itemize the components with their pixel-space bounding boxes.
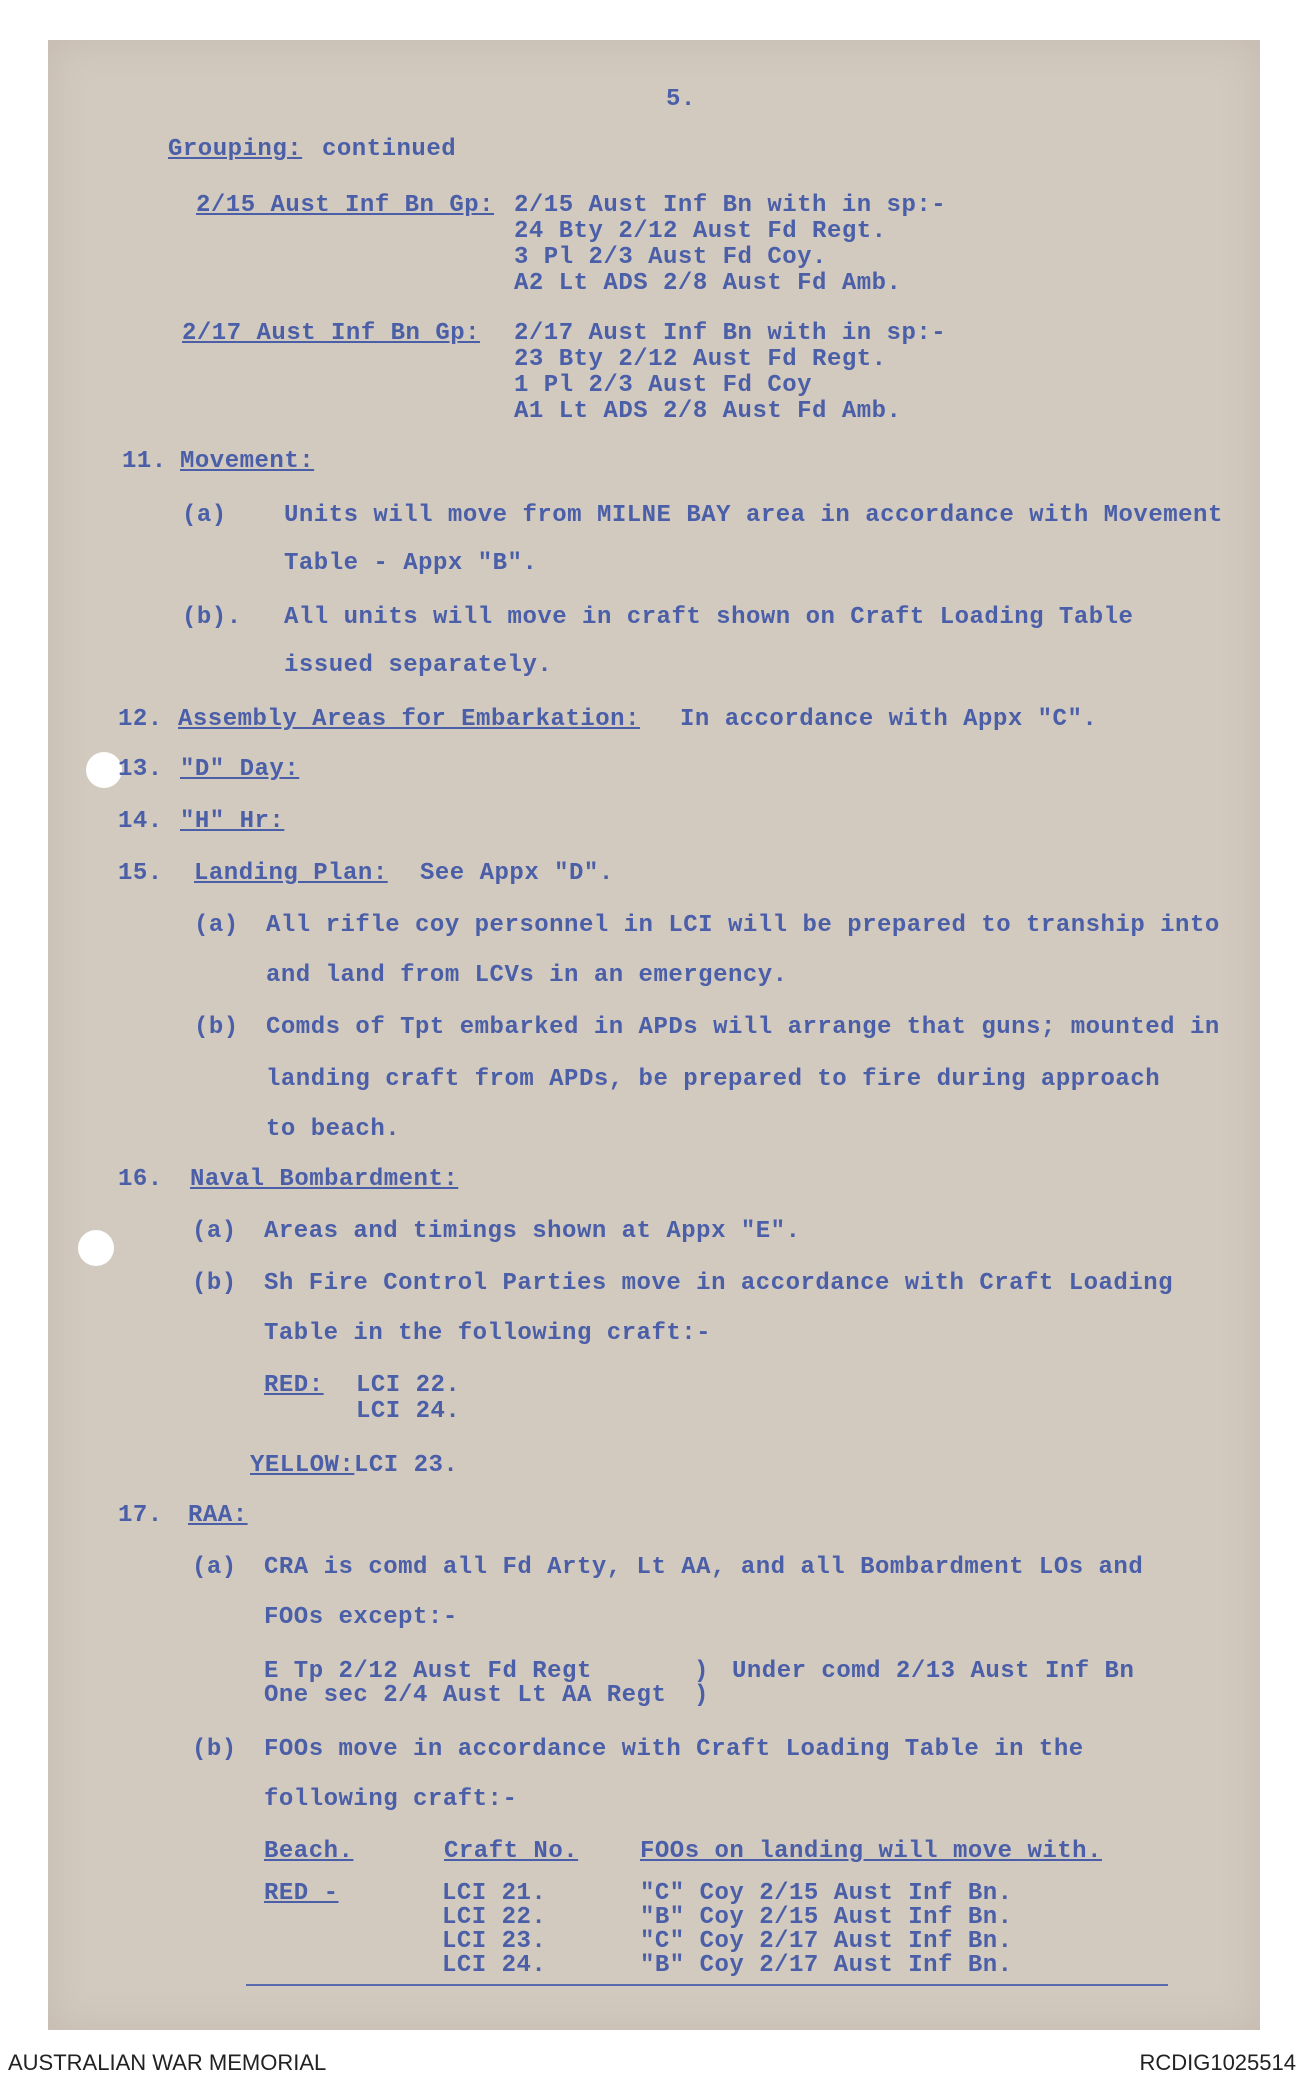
group-line: A2 Lt ADS 2/8 Aust Fd Amb. xyxy=(514,270,902,297)
item-text: All rifle coy personnel in LCI will be prepared to tranship into xyxy=(266,912,1220,939)
section-number: 13. xyxy=(118,756,163,783)
table-header: Craft No. xyxy=(444,1838,579,1865)
section-title: Landing Plan: xyxy=(194,860,388,887)
craft-entry: LCI 22. xyxy=(356,1372,461,1399)
section-number: 14. xyxy=(118,808,163,835)
table-header: FOOs on landing will move with. xyxy=(640,1838,1102,1865)
item-text: FOOs move in accordance with Craft Loading Table in the xyxy=(264,1736,1084,1763)
item-mark: (b) xyxy=(192,1270,237,1297)
grouping-heading: Grouping: xyxy=(168,136,303,163)
item-mark: (a) xyxy=(182,502,227,529)
group-line: 24 Bty 2/12 Aust Fd Regt. xyxy=(514,218,887,245)
item-text: to beach. xyxy=(266,1116,401,1143)
section-text: See Appx "D". xyxy=(420,860,614,887)
group-line: 23 Bty 2/12 Aust Fd Regt. xyxy=(514,346,887,373)
item-text: landing craft from APDs, be prepared to fire during approach xyxy=(266,1066,1161,1093)
craft-entry: LCI 24. xyxy=(356,1398,461,1425)
exception-note: Under comd 2/13 Aust Inf Bn xyxy=(732,1658,1135,1685)
item-text: following craft:- xyxy=(264,1786,518,1813)
table-with: "C" Coy 2/17 Aust Inf Bn. xyxy=(640,1928,1013,1955)
section-title: Naval Bombardment: xyxy=(190,1166,459,1193)
section-title: "D" Day: xyxy=(180,756,300,783)
item-text: All units will move in craft shown on Craft Loading Table xyxy=(284,604,1134,631)
table-with: "B" Coy 2/15 Aust Inf Bn. xyxy=(640,1904,1013,1931)
section-number: 15. xyxy=(118,860,163,887)
group-line: A1 Lt ADS 2/8 Aust Fd Amb. xyxy=(514,398,902,425)
section-title: RAA: xyxy=(188,1502,248,1529)
item-mark: (a) xyxy=(192,1554,237,1581)
exception-line: E Tp 2/12 Aust Fd Regt xyxy=(264,1658,592,1685)
punch-hole-bottom xyxy=(78,1230,114,1266)
craft-entry: LCI 23. xyxy=(354,1452,459,1479)
group-label: 2/17 Aust Inf Bn Gp: xyxy=(182,320,481,347)
item-text: Table in the following craft:- xyxy=(264,1320,712,1347)
item-text: Table - Appx "B". xyxy=(284,550,538,577)
item-text: Areas and timings shown at Appx "E". xyxy=(264,1218,801,1245)
punch-hole-top xyxy=(86,752,122,788)
footer-id: RCDIG1025514 xyxy=(1139,2050,1296,2075)
section-title: Assembly Areas for Embarkation: xyxy=(178,706,640,733)
table-craft: LCI 24. xyxy=(442,1952,547,1979)
group-line: 2/15 Aust Inf Bn with in sp:- xyxy=(514,192,947,219)
item-text: Units will move from MILNE BAY area in accordance with Movement xyxy=(284,502,1223,529)
table-with: "B" Coy 2/17 Aust Inf Bn. xyxy=(640,1952,1013,1979)
item-text: Comds of Tpt embarked in APDs will arrange that guns; mounted in xyxy=(266,1014,1220,1041)
exception-bracket: ) xyxy=(694,1682,709,1709)
beach-label-yellow: YELLOW: xyxy=(250,1452,355,1479)
exception-line: One sec 2/4 Aust Lt AA Regt xyxy=(264,1682,667,1709)
group-label: 2/15 Aust Inf Bn Gp: xyxy=(196,192,495,219)
item-mark: (b) xyxy=(192,1736,237,1763)
item-text: CRA is comd all Fd Arty, Lt AA, and all Bombardment LOs and xyxy=(264,1554,1144,1581)
page-number: 5. xyxy=(666,86,696,113)
section-number: 17. xyxy=(118,1502,163,1529)
section-title: Movement: xyxy=(180,448,315,475)
item-mark: (b) xyxy=(194,1014,239,1041)
item-mark: (a) xyxy=(194,912,239,939)
grouping-heading-suffix: continued xyxy=(322,136,457,163)
table-beach: RED - xyxy=(264,1880,339,1907)
group-line: 1 Pl 2/3 Aust Fd Coy xyxy=(514,372,813,399)
item-mark: (b). xyxy=(182,604,242,631)
beach-label-red: RED: xyxy=(264,1372,324,1399)
table-header: Beach. xyxy=(264,1838,354,1865)
table-with: "C" Coy 2/15 Aust Inf Bn. xyxy=(640,1880,1013,1907)
item-text: Sh Fire Control Parties move in accordance with Craft Loading xyxy=(264,1270,1174,1297)
item-text: issued separately. xyxy=(284,652,553,679)
table-craft: LCI 23. xyxy=(442,1928,547,1955)
table-bottom-rule xyxy=(246,1984,1168,1986)
exception-bracket: ) xyxy=(694,1658,709,1685)
section-title: "H" Hr: xyxy=(180,808,285,835)
section-number: 16. xyxy=(118,1166,163,1193)
item-text: FOOs except:- xyxy=(264,1604,458,1631)
table-craft: LCI 21. xyxy=(442,1880,547,1907)
item-text: and land from LCVs in an emergency. xyxy=(266,962,788,989)
footer-source: AUSTRALIAN WAR MEMORIAL xyxy=(8,2050,327,2075)
section-number: 12. xyxy=(118,706,163,733)
section-number: 11. xyxy=(122,448,167,475)
item-mark: (a) xyxy=(192,1218,237,1245)
group-line: 3 Pl 2/3 Aust Fd Coy. xyxy=(514,244,827,271)
table-craft: LCI 22. xyxy=(442,1904,547,1931)
group-line: 2/17 Aust Inf Bn with in sp:- xyxy=(514,320,947,347)
section-text: In accordance with Appx "C". xyxy=(680,706,1098,733)
